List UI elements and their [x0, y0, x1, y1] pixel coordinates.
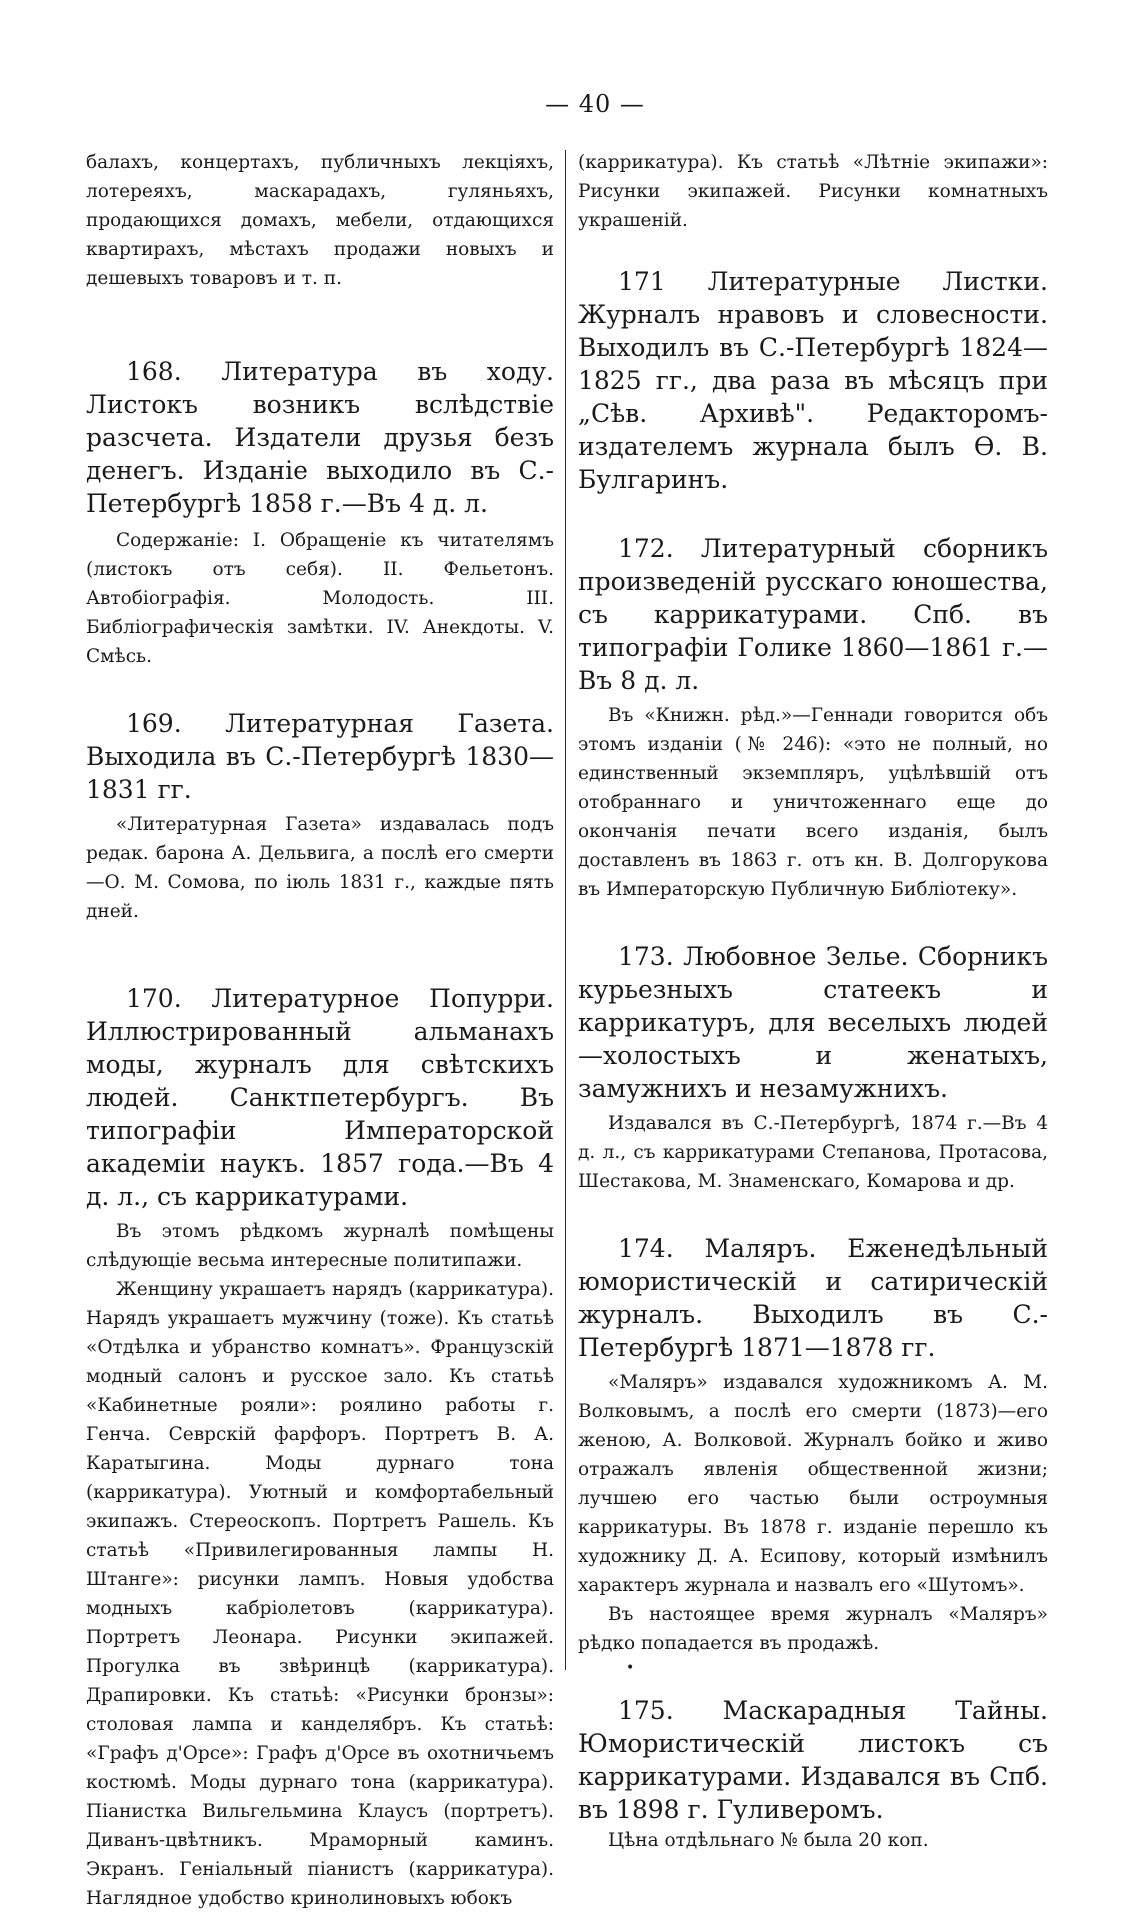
entry-169-note: «Литературная Газета» издавалась подъ редак. барона А. Дельвига, а послѣ его смерти—О. М. Сомова, по іюль 1831 г., каждые пять дней. [86, 814, 554, 922]
entry-175 [578, 1694, 1048, 1855]
entry-171 [578, 265, 1048, 496]
entry-172 [578, 532, 1048, 904]
entry-174-note-2: Въ настоящее время журналъ «Маляръ» рѣдко попадается въ продажѣ. [578, 1604, 1048, 1654]
entry-170-note-intro: Въ этомъ рѣдкомъ журналѣ помѣщены слѣдующіе весьма интересные политипажи. [86, 1221, 554, 1271]
right-column [578, 148, 1048, 1855]
entry-168-note: Содержаніе: I. Обращеніе къ читателямъ (листокъ отъ себя). II. Фельетонъ. Автобіографія. Молодость. III. Библіографическія замѣтки. IV. Анекдоты. V. Смѣсь. [86, 530, 554, 667]
entry-173-note: Издавался въ С.-Петербургѣ, 1874 г.—Въ 4 д. л., съ каррикатурами Степанова, Протасова, Шестакова, М. Знаменскаго, Комарова и др. [578, 1113, 1048, 1192]
entry-174-heading: 174. Маляръ. Еженедѣльный юмористическій и сатирическій журналъ. Выходилъ въ С.-Петербургѣ 1871—1878 гг. [578, 1234, 1048, 1362]
entry-169-heading: 169. Литературная Газета. Выходила въ С.-Петербургѣ 1830—1831 гг. [86, 709, 554, 804]
entry-170-heading: 170. Литературное Попурри. Иллюстрированный альманахъ моды, журналъ для свѣтскихъ людей. Санктпетербургъ. Въ типографіи Императорской академіи наукъ. 1857 года.—Въ 4 д. л., съ каррикатурами. [86, 984, 554, 1211]
entry-169 [86, 707, 554, 926]
entry-175-heading: 175. Маскарадныя Тайны. Юмористическій листокъ съ каррикатурами. Издавался въ Спб. въ 1898 г. Гуливеромъ. [578, 1696, 1048, 1824]
entry-170-note-list: Женщину украшаетъ нарядъ (каррикатура). Нарядъ украшаетъ мужчину (тоже). Къ статьѣ «Отдѣлка и убранство комнатъ». Французскій модный салонъ и русское зало. Къ статьѣ «Кабинетные рояли»: роялино работы г. Генча. Севрскій фарфоръ. Портретъ В. А. Каратыгина. Моды дурнаго тона (каррикатура). Уютный и комфортабельный экипажъ. Стереоскопъ. Портретъ Рашель. Къ статьѣ «Привилегированныя лампы Н. Штанге»: рисунки лампъ. Новыя удобства модныхъ кабріолетовъ (каррикатура). Портретъ Леонара. Рисунки экипажей. Прогулка въ звѣринцѣ (каррикатура). Драпировки. Къ статьѣ: «Рисунки бронзы»: столовая лампа и канделябръ. Къ статьѣ: «Графъ д'Орсе»: Графъ д'Орсе въ охотничьемъ костюмѣ. Моды дурнаго тона (каррикатура). Піанистка Вильгельмина Клаусъ (портретъ). Диванъ-цвѣтникъ. Мраморный каминъ. Экранъ. Геніальный піанистъ (каррикатура). Наглядное удобство кринолиновыхъ юбокъ [86, 1279, 554, 1909]
column-divider [565, 150, 566, 1670]
entry-173 [578, 940, 1048, 1196]
continued-text: балахъ, концертахъ, публичныхъ лекціяхъ, лотереяхъ, маскарадахъ, гуляньяхъ, продающихся домахъ, мебели, отдающихся квартирахъ, мѣстахъ продажи новыхъ и дешевыхъ товаровъ и т. п. [86, 152, 554, 289]
page-number: — 40 — [545, 90, 645, 118]
entry-174 [578, 1232, 1048, 1658]
entry-170 [86, 982, 554, 1913]
print-mark: • [626, 1660, 635, 1676]
entry-175-note: Цѣна отдѣльнаго № была 20 коп. [608, 1830, 929, 1851]
entry-168-heading: 168. Литература въ ходу. Листокъ возникъ вслѣдствіе разсчета. Издатели друзья безъ денегъ. Изданіе выходило въ С.-Петербургѣ 1858 г.—Въ 4 д. л. [86, 357, 554, 518]
entry-172-heading: 172. Литературный сборникъ произведеній русскаго юношества, съ каррикатурами. Спб. въ типографіи Голике 1860—1861 г.—Въ 8 д. л. [578, 534, 1048, 695]
entry-171-heading: 171 Литературные Листки. Журналъ нравовъ и словесности. Выходилъ въ С.-Петербургѣ 1824—1825 гг., два раза въ мѣсяцъ при „Сѣв. Архивѣ". Редакторомъ-издателемъ журнала былъ Ѳ. В. Булгаринъ. [578, 267, 1048, 494]
entry-174-note: «Маляръ» издавался художникомъ А. М. Волковымъ, а послѣ его смерти (1873)—его женою, А. Волковой. Журналъ бойко и живо отражалъ явленія общественной жизни; лучшею его частью были остроумныя каррикатуры. Въ 1878 г. изданіе перешло къ художнику Д. А. Есипову, который измѣнилъ характеръ журнала и назвалъ его «Шутомъ». [578, 1372, 1048, 1596]
entry-172-note: Въ «Книжн. рѣд.»—Геннади говорится объ этомъ изданіи (№ 246): «это не полный, но единственный экземпляръ, уцѣлѣвшій отъ отобраннаго и уничтоженнаго еще до окончанія печати всего изданія, былъ доставленъ въ 1863 г. отъ кн. В. Долгорукова въ Императорскую Публичную Библіотеку». [578, 705, 1048, 900]
entry-168 [86, 355, 554, 671]
entry-173-heading: 173. Любовное Зелье. Сборникъ курьезныхъ статеекъ и каррикатуръ, для веселыхъ людей—холостыхъ и женатыхъ, замужнихъ и незамужнихъ. [578, 942, 1048, 1103]
left-column [86, 148, 554, 1913]
continued-text-right: (каррикатура). Къ статьѣ «Лѣтніе экипажи»: Рисунки экипажей. Рисунки комнатныхъ украшеній. [578, 152, 1048, 231]
